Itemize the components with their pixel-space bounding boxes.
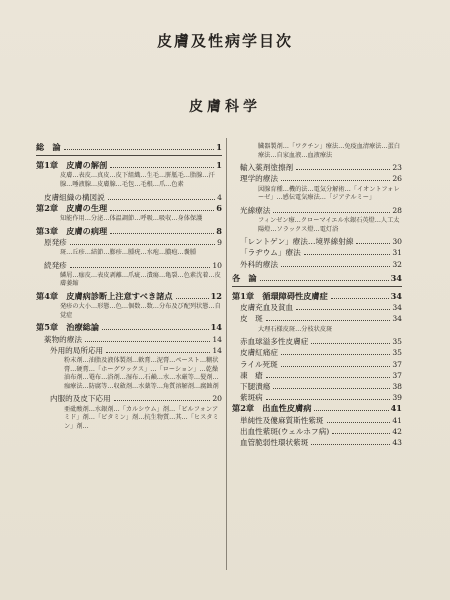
toc-entry <box>232 392 402 403</box>
dot-leader <box>108 199 215 200</box>
toc-subtopics: 皮膚…表皮…真皮…皮下組織…生毛…胼胝毛…脂腺…汗腺…唾液腺…皮膚腺…毛包…毛根…爪…色素 <box>60 172 215 188</box>
dot-leader <box>260 280 389 281</box>
toc-chapter-entry <box>36 203 222 214</box>
toc-entry-title: 単純性及僂麻質斯性紫斑 <box>240 415 324 425</box>
toc-subtopics: 粉末剤…油脂及液体製剤…軟膏…泥膏…ペースト…糊状膏…硬膏…「ホーグワックス」…「ローション」…乾燥油布剤…罨布…浴剤…湿布…石鹸…水…水厳等…髪剤…痂療法…防腐等…収斂剤…水薬等…角質溶解剤…腐蝕剤 <box>64 356 219 390</box>
toc-entry-title: 第2章 出血性皮膚病 <box>232 403 312 414</box>
dot-leader <box>314 410 388 411</box>
toc-subtopics: 亜砒酸剤…水銀剤…「カルシウム」剤…「ビルフォンアミド」剤…「ビタミン」剤…抗生物質…其…「ヒスタミン」剤… <box>64 405 219 430</box>
toc-entry <box>232 426 402 437</box>
toc-chapter-entry <box>36 291 222 302</box>
toc-page-number: 34 <box>392 314 402 324</box>
dot-leader <box>106 352 210 353</box>
dot-leader <box>110 210 214 211</box>
toc-entry-title: 「レントゲン」療法…境界線射線 <box>240 237 354 247</box>
toc-right-column <box>232 142 402 448</box>
toc-entry <box>36 345 222 356</box>
dot-leader <box>114 400 211 401</box>
dot-leader <box>281 354 390 355</box>
toc-page-number: 43 <box>392 438 402 448</box>
toc-entry <box>36 192 222 203</box>
dot-leader <box>304 254 391 255</box>
dot-leader <box>331 298 389 299</box>
toc-entry <box>232 370 402 381</box>
toc-entry-title: 各 論 <box>232 272 257 283</box>
toc-entry <box>232 381 402 392</box>
toc-entry <box>232 205 402 216</box>
toc-entry-title: 輸入薬剤塗擦剤 <box>240 163 294 173</box>
dot-leader <box>70 267 211 268</box>
toc-entry <box>232 236 402 247</box>
dot-leader <box>266 377 391 378</box>
dot-leader <box>70 244 215 245</box>
toc-page-number: 38 <box>392 382 402 391</box>
toc-entry-title: ライル死斑 <box>240 359 278 369</box>
toc-entry <box>232 347 402 358</box>
dot-leader <box>356 243 390 244</box>
toc-entry <box>36 237 222 248</box>
toc-page-number: 1 <box>216 142 222 152</box>
toc-subtopics: 発疹の大小…形態…色…個数…数…分布及び配列状態…自覚症 <box>60 303 221 319</box>
toc-entry <box>232 162 402 173</box>
toc-entry <box>232 247 402 258</box>
toc-entry-title: 皮膚紅痛症 <box>240 348 278 358</box>
toc-chapter-entry <box>232 291 402 302</box>
toc-subtopics: 知能作用…分泌…体温調節…呼吸…吸収…身体保護 <box>60 215 203 222</box>
toc-page-number: 4 <box>217 192 222 202</box>
toc-subtopics: 鱗屑…痂皮…表皮剥離…爪疵…潰瘍…亀裂…色素沈着…皮膚萎縮 <box>60 271 221 288</box>
toc-entry-title: 血管脆弱性環状紫斑 <box>240 438 309 448</box>
toc-page-number: 30 <box>392 237 402 247</box>
toc-left-column <box>36 142 222 433</box>
toc-entry-title: 「ラヂウム」療法 <box>240 248 301 258</box>
toc-entry-title: 光線療法 <box>240 205 271 215</box>
toc-entry <box>232 302 402 313</box>
toc-subtopics: フィンゼン療…クローマイエル水銀石英燈…人工太陽燈…ソラックス燈…電灯浴 <box>258 216 400 233</box>
section-rule <box>36 155 222 156</box>
toc-page-number: 9 <box>217 237 222 247</box>
toc-page-number: 14 <box>212 334 222 344</box>
toc-entry-title: 赤血球溢多性皮膚症 <box>240 337 309 347</box>
toc-entry-title: 第1章 循環障碍性皮膚症 <box>232 290 328 301</box>
toc-page-number: 35 <box>392 348 402 358</box>
toc-entry <box>232 173 402 184</box>
toc-entry-title: 理学的療法 <box>240 174 278 184</box>
toc-entry-title: 出血性紫斑(ウェルホフ病) <box>240 426 330 436</box>
dot-leader <box>311 444 390 445</box>
toc-page-number: 28 <box>392 205 402 215</box>
toc-page-number: 1 <box>216 160 222 171</box>
toc-page-number: 14 <box>210 322 222 333</box>
section-rule <box>232 286 402 287</box>
toc-entry-title: 皮膚充血及貧血 <box>240 303 294 313</box>
toc-entry <box>232 259 402 270</box>
dot-leader <box>296 169 390 170</box>
document-title: 皮膚及性病学目次 <box>156 32 293 50</box>
toc-page-number: 26 <box>392 174 402 184</box>
toc-entry-title: 紫斑病 <box>240 393 263 403</box>
toc-page-number: 37 <box>392 370 402 380</box>
dot-leader <box>85 341 210 342</box>
toc-chapter-entry <box>36 142 222 153</box>
dot-leader <box>110 233 214 234</box>
toc-entry <box>232 336 402 347</box>
toc-page-number: 6 <box>216 202 222 213</box>
dot-leader <box>266 399 391 400</box>
toc-entry <box>232 359 402 370</box>
toc-page-number: 35 <box>392 337 402 347</box>
toc-page-number: 37 <box>392 359 402 369</box>
dot-leader <box>266 320 391 321</box>
toc-page-number: 10 <box>212 260 222 270</box>
dot-leader <box>273 212 390 213</box>
toc-entry <box>232 313 402 324</box>
toc-subtopics: 臓器製剤…「ワクチン」療法…免疫血清療法…蛋白療法…自家血液…血液療法 <box>258 143 401 159</box>
toc-entry-title: 皮膚組織の構図説 <box>44 192 105 202</box>
toc-chapter-entry <box>232 273 402 284</box>
toc-chapter-entry <box>36 322 222 333</box>
dot-leader <box>64 149 215 150</box>
toc-entry-title: 続発疹 <box>44 260 67 270</box>
dot-leader <box>273 388 390 389</box>
toc-entry-title: 第4章 皮膚病診断上注意すべき諸点 <box>36 290 173 301</box>
toc-page-number: 39 <box>392 393 402 403</box>
toc-page-number: 42 <box>392 426 402 436</box>
dot-leader <box>176 298 209 299</box>
toc-page-number: 34 <box>392 303 402 313</box>
toc-page-number: 12 <box>210 290 222 301</box>
dot-leader <box>281 180 390 181</box>
toc-page-number: 31 <box>392 248 402 258</box>
toc-entry-title: 第2章 皮膚の生理 <box>36 202 108 213</box>
column-divider <box>226 138 227 570</box>
dot-leader <box>281 266 390 267</box>
toc-entry-title: 第3章 皮膚の病理 <box>36 225 108 236</box>
toc-page-number: 20 <box>212 394 222 404</box>
toc-page-number: 41 <box>390 403 402 414</box>
toc-entry-title: 皮 斑 <box>240 314 263 324</box>
toc-entry-title: 凍 瘡 <box>240 370 263 380</box>
section-title: 皮膚科学 <box>189 99 261 115</box>
toc-subtopics: 図腺育種…機的法…電気分解術…「イオントフォレーゼ」…感伝電気療法…「ジアテルミー」 <box>258 185 400 202</box>
dot-leader <box>102 329 209 330</box>
toc-chapter-entry <box>232 403 402 414</box>
toc-entry-title: 外科的療法 <box>240 259 278 269</box>
dot-leader <box>311 343 390 344</box>
toc-entry <box>36 393 222 404</box>
toc-entry-title: 第5章 治療総論 <box>36 322 100 333</box>
toc-entry-title: 第1章 皮膚の解剖 <box>36 160 108 171</box>
toc-entry <box>232 437 402 448</box>
toc-entry-title: 総 論 <box>36 142 61 152</box>
toc-page-number: 32 <box>392 259 402 269</box>
dot-leader <box>327 422 391 423</box>
toc-page-number: 23 <box>392 163 402 173</box>
toc-entry <box>36 260 222 271</box>
toc-page-number: 14 <box>212 345 222 355</box>
toc-subtopics: 斑…丘疹…結節…膨疹…腫疣…水疱…膿疱…嚢腫 <box>60 249 197 256</box>
toc-subtopics: 大理石様皮斑…分枝状皮斑 <box>258 325 333 333</box>
dot-leader <box>110 167 214 168</box>
toc-page-number: 8 <box>216 225 222 236</box>
toc-page-number: 34 <box>390 272 402 283</box>
dot-leader <box>296 309 390 310</box>
toc-entry-title: 外用的局所応用 <box>50 345 104 355</box>
toc-entry <box>232 415 402 426</box>
dot-leader <box>281 366 391 367</box>
toc-entry-title: 薬物的療法 <box>44 334 82 344</box>
toc-entry-title: 下腿潰瘍 <box>240 382 271 391</box>
toc-entry <box>36 334 222 345</box>
dot-leader <box>332 433 390 434</box>
toc-entry-title: 原発疹 <box>44 237 67 247</box>
toc-page-number: 34 <box>390 290 402 301</box>
toc-page-number: 41 <box>392 415 402 425</box>
toc-entry-title: 内服的及皮下応用 <box>50 394 111 404</box>
toc-chapter-entry <box>36 226 222 237</box>
toc-chapter-entry <box>36 160 222 171</box>
